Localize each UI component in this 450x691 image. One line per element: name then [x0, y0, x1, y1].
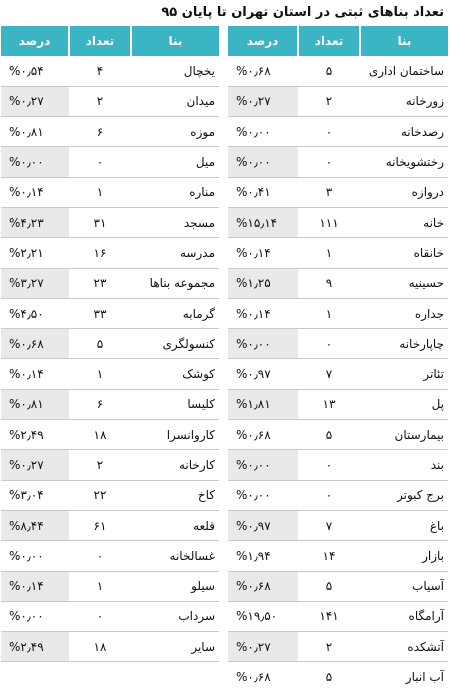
cell-percent: %۰٫۲۷	[228, 632, 298, 662]
cell-name: مجموعه بناها	[131, 268, 219, 298]
cell-name: زورخانه	[360, 86, 448, 116]
table-row	[228, 632, 448, 662]
cell-count: ۱۶	[69, 238, 131, 268]
cell-count: ۲۲	[69, 480, 131, 510]
cell-name: بیمارستان	[360, 420, 448, 450]
page-title: تعداد بناهای ثبتی در استان تهران تا پایان ۹۵	[161, 5, 444, 20]
header-percent: درصد	[1, 26, 69, 56]
cell-name: بازار	[360, 541, 448, 571]
cell-name: ساختمان اداری	[360, 56, 448, 86]
cell-percent: %۰٫۲۷	[228, 86, 298, 116]
cell-percent: %۰٫۰۰	[228, 117, 298, 147]
table-row	[228, 238, 448, 268]
cell-percent: %۰٫۱۴	[1, 571, 69, 601]
cell-count: ۱۳	[298, 389, 360, 419]
cell-name: آتشکده	[360, 632, 448, 662]
table-row	[228, 147, 448, 177]
table-row	[1, 359, 219, 389]
cell-count: ۵	[69, 329, 131, 359]
table-row	[228, 389, 448, 419]
cell-percent: %۱٫۹۴	[228, 541, 298, 571]
cell-percent: %۰٫۰۰	[228, 329, 298, 359]
cell-name: قلعه	[131, 510, 219, 540]
table-row	[1, 329, 219, 359]
table-row	[228, 86, 448, 116]
table-row	[228, 571, 448, 601]
cell-name: دروازه	[360, 177, 448, 207]
cell-percent: %۰٫۹۷	[228, 510, 298, 540]
table-row	[228, 541, 448, 571]
cell-percent: %۳٫۲۷	[1, 268, 69, 298]
cell-name: خانه	[360, 207, 448, 237]
table-row	[1, 147, 219, 177]
table-row	[1, 450, 219, 480]
table-row	[1, 510, 219, 540]
table-row	[1, 420, 219, 450]
cell-percent: %۱۹٫۵۰	[228, 601, 298, 631]
cell-name: خانقاه	[360, 238, 448, 268]
cell-percent: %۰٫۶۸	[1, 329, 69, 359]
cell-name: کنسولگری	[131, 329, 219, 359]
cell-name: کاخ	[131, 480, 219, 510]
cell-percent: %۰٫۰۰	[228, 450, 298, 480]
table-header-row	[228, 26, 448, 56]
table-row	[228, 601, 448, 631]
cell-count: ۳۳	[69, 298, 131, 328]
cell-name: رختشویخانه	[360, 147, 448, 177]
cell-count: ۱۴۱	[298, 601, 360, 631]
cell-count: ۲	[298, 86, 360, 116]
cell-count: ۰	[298, 329, 360, 359]
buildings-table-right	[228, 26, 448, 691]
table-row	[1, 632, 219, 662]
cell-count: ۰	[298, 480, 360, 510]
cell-percent: %۰٫۱۴	[228, 298, 298, 328]
cell-count: ۱۸	[69, 632, 131, 662]
table-row	[1, 571, 219, 601]
header-percent: درصد	[228, 26, 298, 56]
table-row	[1, 541, 219, 571]
cell-count: ۳۱	[69, 207, 131, 237]
cell-count: ۵	[298, 56, 360, 86]
buildings-table-left	[1, 26, 219, 662]
table-row	[1, 56, 219, 86]
cell-percent: %۰٫۴۱	[228, 177, 298, 207]
cell-percent: %۰٫۱۴	[1, 177, 69, 207]
cell-name: آب انبار	[360, 662, 448, 691]
cell-name: میل	[131, 147, 219, 177]
cell-count: ۰	[298, 147, 360, 177]
cell-count: ۹	[298, 268, 360, 298]
cell-count: ۷	[298, 510, 360, 540]
cell-count: ۲۳	[69, 268, 131, 298]
header-count: تعداد	[298, 26, 360, 56]
cell-name: برج کبوتر	[360, 480, 448, 510]
cell-count: ۱۱۱	[298, 207, 360, 237]
cell-percent: %۰٫۲۷	[1, 450, 69, 480]
cell-percent: %۰٫۲۷	[1, 86, 69, 116]
cell-count: ۵	[298, 420, 360, 450]
cell-name: آسیاب	[360, 571, 448, 601]
cell-count: ۰	[69, 147, 131, 177]
cell-count: ۵	[298, 571, 360, 601]
table-row	[228, 450, 448, 480]
cell-percent: %۰٫۶۸	[228, 662, 298, 691]
table-row	[1, 389, 219, 419]
cell-name: میدان	[131, 86, 219, 116]
cell-name: بند	[360, 450, 448, 480]
cell-count: ۲	[298, 632, 360, 662]
cell-count: ۱	[69, 571, 131, 601]
cell-name: کارخانه	[131, 450, 219, 480]
cell-name: کوشک	[131, 359, 219, 389]
table-header-row	[1, 26, 219, 56]
table-row	[228, 207, 448, 237]
cell-name: حسینیه	[360, 268, 448, 298]
table-row	[228, 480, 448, 510]
table-row	[228, 662, 448, 691]
cell-count: ۱۴	[298, 541, 360, 571]
table-row	[1, 601, 219, 631]
cell-count: ۵	[298, 662, 360, 691]
cell-name: مناره	[131, 177, 219, 207]
table-row	[1, 480, 219, 510]
cell-percent: %۲٫۴۹	[1, 420, 69, 450]
cell-count: ۰	[298, 450, 360, 480]
cell-percent: %۰٫۹۷	[228, 359, 298, 389]
cell-percent: %۰٫۰۰	[228, 147, 298, 177]
cell-count: ۴	[69, 56, 131, 86]
table-row	[1, 117, 219, 147]
cell-percent: %۰٫۸۱	[1, 117, 69, 147]
cell-percent: %۲٫۲۱	[1, 238, 69, 268]
cell-percent: %۲٫۴۹	[1, 632, 69, 662]
cell-percent: %۰٫۶۸	[228, 571, 298, 601]
table-row	[228, 510, 448, 540]
table-row	[1, 268, 219, 298]
cell-name: جداره	[360, 298, 448, 328]
cell-name: سیلو	[131, 571, 219, 601]
table-row	[1, 298, 219, 328]
cell-percent: %۱٫۸۱	[228, 389, 298, 419]
table-row	[1, 86, 219, 116]
cell-percent: %۱٫۲۵	[228, 268, 298, 298]
cell-percent: %۰٫۰۰	[1, 147, 69, 177]
cell-percent: %۰٫۰۰	[1, 601, 69, 631]
cell-count: ۰	[298, 117, 360, 147]
cell-count: ۱	[69, 359, 131, 389]
cell-percent: %۰٫۶۸	[228, 420, 298, 450]
cell-percent: %۰٫۸۱	[1, 389, 69, 419]
cell-percent: %۱۵٫۱۴	[228, 207, 298, 237]
cell-name: تئاتر	[360, 359, 448, 389]
cell-percent: %۴٫۵۰	[1, 298, 69, 328]
cell-count: ۶	[69, 117, 131, 147]
cell-count: ۰	[69, 601, 131, 631]
cell-name: آرامگاه	[360, 601, 448, 631]
cell-count: ۳	[298, 177, 360, 207]
cell-name: رصدخانه	[360, 117, 448, 147]
table-row	[228, 298, 448, 328]
cell-name: کلیسا	[131, 389, 219, 419]
cell-name: کاروانسرا	[131, 420, 219, 450]
cell-count: ۲	[69, 450, 131, 480]
cell-name: باغ	[360, 510, 448, 540]
cell-percent: %۰٫۰۰	[228, 480, 298, 510]
cell-name: گرمابه	[131, 298, 219, 328]
cell-name: مدرسه	[131, 238, 219, 268]
cell-name: مسجد	[131, 207, 219, 237]
cell-name: موزه	[131, 117, 219, 147]
cell-count: ۶	[69, 389, 131, 419]
cell-percent: %۰٫۶۸	[228, 56, 298, 86]
cell-percent: %۳٫۰۴	[1, 480, 69, 510]
cell-count: ۱	[69, 177, 131, 207]
header-count: تعداد	[69, 26, 131, 56]
header-name: بنا	[131, 26, 219, 56]
header-name: بنا	[360, 26, 448, 56]
cell-name: سرداب	[131, 601, 219, 631]
cell-count: ۱۸	[69, 420, 131, 450]
cell-percent: %۰٫۱۴	[1, 359, 69, 389]
cell-percent: %۴٫۲۳	[1, 207, 69, 237]
cell-name: پل	[360, 389, 448, 419]
table-row	[228, 420, 448, 450]
cell-count: ۶۱	[69, 510, 131, 540]
cell-percent: %۰٫۱۴	[228, 238, 298, 268]
table-row	[228, 268, 448, 298]
table-row	[228, 177, 448, 207]
cell-name: یخچال	[131, 56, 219, 86]
table-row	[1, 238, 219, 268]
table-row	[228, 117, 448, 147]
cell-percent: %۰٫۵۴	[1, 56, 69, 86]
cell-count: ۲	[69, 86, 131, 116]
cell-name: چاپارخانه	[360, 329, 448, 359]
table-row	[1, 177, 219, 207]
cell-percent: %۰٫۰۰	[1, 541, 69, 571]
table-row	[228, 329, 448, 359]
cell-name: غسالخانه	[131, 541, 219, 571]
table-row	[228, 359, 448, 389]
cell-count: ۰	[69, 541, 131, 571]
cell-count: ۱	[298, 298, 360, 328]
cell-percent: %۸٫۴۴	[1, 510, 69, 540]
cell-count: ۷	[298, 359, 360, 389]
cell-name: سایر	[131, 632, 219, 662]
table-row	[1, 207, 219, 237]
table-row	[228, 56, 448, 86]
cell-count: ۱	[298, 238, 360, 268]
